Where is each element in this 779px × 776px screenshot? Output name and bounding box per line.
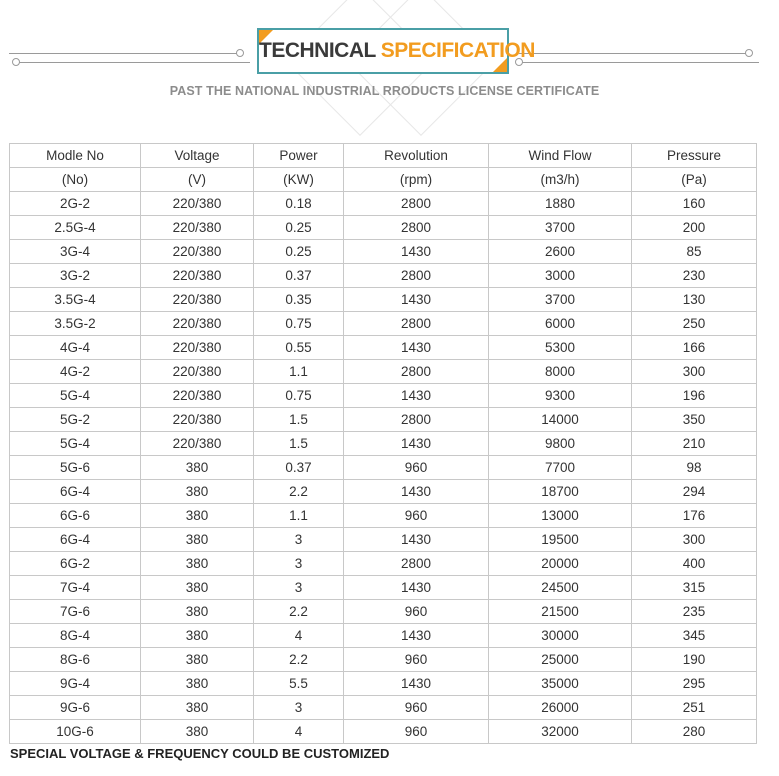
table-cell: 350 [632, 408, 757, 432]
table-cell: 1430 [344, 336, 489, 360]
table-cell: 400 [632, 552, 757, 576]
spec-table-body [10, 144, 757, 744]
table-cell: 5G-4 [10, 384, 141, 408]
table-cell: 1.5 [254, 408, 344, 432]
header-row [10, 144, 757, 168]
table-cell: 18700 [489, 480, 632, 504]
table-cell: 1880 [489, 192, 632, 216]
title-part-technical: TECHNICAL [259, 39, 376, 62]
table-cell: 220/380 [141, 264, 254, 288]
decorative-line [519, 53, 749, 54]
table-row [10, 528, 757, 552]
table-row [10, 600, 757, 624]
table-cell: 380 [141, 528, 254, 552]
table-cell: 176 [632, 504, 757, 528]
table-cell: 85 [632, 240, 757, 264]
table-cell: 9G-4 [10, 672, 141, 696]
table-cell: 3.5G-2 [10, 312, 141, 336]
table-cell: 345 [632, 624, 757, 648]
table-cell: 2G-2 [10, 192, 141, 216]
table-cell: 0.75 [254, 312, 344, 336]
table-cell: 32000 [489, 720, 632, 744]
table-cell: 3 [254, 696, 344, 720]
decorative-line [519, 62, 759, 63]
table-cell: 300 [632, 528, 757, 552]
table-cell: 5300 [489, 336, 632, 360]
column-unit: (rpm) [344, 168, 489, 192]
table-cell: 1430 [344, 528, 489, 552]
subtitle: PAST THE NATIONAL INDUSTRIAL RRODUCTS LICENSE CERTIFICATE [169, 84, 600, 98]
table-cell: 1430 [344, 576, 489, 600]
table-cell: 380 [141, 648, 254, 672]
table-cell: 1.1 [254, 360, 344, 384]
table-cell: 1430 [344, 480, 489, 504]
table-row [10, 312, 757, 336]
table-cell: 10G-6 [10, 720, 141, 744]
decorative-dot [236, 49, 244, 57]
table-cell: 0.75 [254, 384, 344, 408]
decorative-dot [12, 58, 20, 66]
table-cell: 0.18 [254, 192, 344, 216]
table-cell: 3700 [489, 216, 632, 240]
table-cell: 380 [141, 576, 254, 600]
table-cell: 380 [141, 720, 254, 744]
table-cell: 220/380 [141, 360, 254, 384]
table-cell: 4G-4 [10, 336, 141, 360]
table-cell: 4 [254, 720, 344, 744]
table-cell: 20000 [489, 552, 632, 576]
table-cell: 960 [344, 456, 489, 480]
table-cell: 210 [632, 432, 757, 456]
column-header: Modle No [10, 144, 141, 168]
table-cell: 2.5G-4 [10, 216, 141, 240]
table-cell: 315 [632, 576, 757, 600]
table-cell: 6G-2 [10, 552, 141, 576]
table-cell: 380 [141, 552, 254, 576]
table-cell: 235 [632, 600, 757, 624]
table-row [10, 360, 757, 384]
table-cell: 200 [632, 216, 757, 240]
decorative-line [18, 62, 250, 63]
table-cell: 3 [254, 576, 344, 600]
table-row [10, 288, 757, 312]
column-unit: (KW) [254, 168, 344, 192]
table-cell: 1430 [344, 432, 489, 456]
table-cell: 2800 [344, 408, 489, 432]
table-cell: 1430 [344, 672, 489, 696]
table-row [10, 552, 757, 576]
table-cell: 14000 [489, 408, 632, 432]
table-cell: 2.2 [254, 648, 344, 672]
table-cell: 380 [141, 480, 254, 504]
table-cell: 2.2 [254, 600, 344, 624]
table-cell: 380 [141, 600, 254, 624]
table-cell: 220/380 [141, 432, 254, 456]
table-row [10, 696, 757, 720]
table-cell: 220/380 [141, 384, 254, 408]
table-cell: 8000 [489, 360, 632, 384]
table-row [10, 576, 757, 600]
table-cell: 0.35 [254, 288, 344, 312]
table-cell: 960 [344, 696, 489, 720]
table-cell: 960 [344, 504, 489, 528]
table-cell: 190 [632, 648, 757, 672]
table-cell: 960 [344, 600, 489, 624]
table-row [10, 504, 757, 528]
column-header: Pressure [632, 144, 757, 168]
table-cell: 0.25 [254, 240, 344, 264]
table-cell: 3G-2 [10, 264, 141, 288]
table-cell: 6G-6 [10, 504, 141, 528]
column-header: Revolution [344, 144, 489, 168]
table-cell: 220/380 [141, 408, 254, 432]
table-cell: 21500 [489, 600, 632, 624]
table-cell: 1430 [344, 288, 489, 312]
table-cell: 30000 [489, 624, 632, 648]
column-header: Voltage [141, 144, 254, 168]
table-row [10, 192, 757, 216]
title-box [257, 28, 535, 74]
table-cell: 380 [141, 672, 254, 696]
table-cell: 6G-4 [10, 480, 141, 504]
table-cell: 380 [141, 624, 254, 648]
table-row [10, 432, 757, 456]
table-cell: 2800 [344, 192, 489, 216]
table-cell: 26000 [489, 696, 632, 720]
table-row [10, 408, 757, 432]
table-cell: 7700 [489, 456, 632, 480]
table-cell: 13000 [489, 504, 632, 528]
table-cell: 251 [632, 696, 757, 720]
table-cell: 6G-4 [10, 528, 141, 552]
table-cell: 19500 [489, 528, 632, 552]
table-cell: 1430 [344, 240, 489, 264]
table-cell: 35000 [489, 672, 632, 696]
table-row [10, 720, 757, 744]
table-cell: 2800 [344, 360, 489, 384]
table-cell: 1.1 [254, 504, 344, 528]
column-header: Wind Flow [489, 144, 632, 168]
table-cell: 0.37 [254, 456, 344, 480]
unit-row [10, 168, 757, 192]
table-cell: 1430 [344, 384, 489, 408]
table-cell: 3G-4 [10, 240, 141, 264]
table-cell: 160 [632, 192, 757, 216]
table-cell: 2.2 [254, 480, 344, 504]
table-cell: 220/380 [141, 192, 254, 216]
decorative-line [9, 53, 240, 54]
table-cell: 250 [632, 312, 757, 336]
table-cell: 9300 [489, 384, 632, 408]
table-cell: 220/380 [141, 336, 254, 360]
table-cell: 9800 [489, 432, 632, 456]
table-cell: 5G-4 [10, 432, 141, 456]
table-cell: 0.25 [254, 216, 344, 240]
table-cell: 220/380 [141, 240, 254, 264]
table-cell: 960 [344, 720, 489, 744]
table-cell: 0.37 [254, 264, 344, 288]
table-row [10, 336, 757, 360]
table-cell: 9G-6 [10, 696, 141, 720]
title-part-specification: SPECIFICATION [380, 39, 535, 62]
table-cell: 2800 [344, 552, 489, 576]
table-cell: 7G-6 [10, 600, 141, 624]
table-cell: 3 [254, 528, 344, 552]
column-unit: (Pa) [632, 168, 757, 192]
table-cell: 294 [632, 480, 757, 504]
table-cell: 1.5 [254, 432, 344, 456]
table-cell: 130 [632, 288, 757, 312]
header-banner [0, 0, 779, 120]
table-cell: 3.5G-4 [10, 288, 141, 312]
table-cell: 300 [632, 360, 757, 384]
table-row [10, 384, 757, 408]
table-row [10, 240, 757, 264]
column-unit: (No) [10, 168, 141, 192]
table-cell: 3 [254, 552, 344, 576]
table-row [10, 648, 757, 672]
table-cell: 98 [632, 456, 757, 480]
table-cell: 2800 [344, 312, 489, 336]
table-cell: 2600 [489, 240, 632, 264]
table-row [10, 264, 757, 288]
table-cell: 380 [141, 504, 254, 528]
table-cell: 5.5 [254, 672, 344, 696]
table-cell: 1430 [344, 624, 489, 648]
table-cell: 25000 [489, 648, 632, 672]
table-row [10, 672, 757, 696]
column-unit: (m3/h) [489, 168, 632, 192]
table-cell: 4G-2 [10, 360, 141, 384]
table-cell: 280 [632, 720, 757, 744]
table-cell: 4 [254, 624, 344, 648]
decorative-dot [745, 49, 753, 57]
table-cell: 220/380 [141, 288, 254, 312]
table-cell: 380 [141, 456, 254, 480]
table-cell: 5G-6 [10, 456, 141, 480]
table-row [10, 480, 757, 504]
table-row [10, 456, 757, 480]
table-cell: 380 [141, 696, 254, 720]
table-cell: 3700 [489, 288, 632, 312]
page-title [259, 39, 535, 63]
table-cell: 960 [344, 648, 489, 672]
table-cell: 220/380 [141, 312, 254, 336]
column-unit: (V) [141, 168, 254, 192]
table-cell: 220/380 [141, 216, 254, 240]
table-cell: 3000 [489, 264, 632, 288]
table-cell: 295 [632, 672, 757, 696]
table-cell: 6000 [489, 312, 632, 336]
table-row [10, 624, 757, 648]
table-cell: 196 [632, 384, 757, 408]
table-row [10, 216, 757, 240]
table-cell: 0.55 [254, 336, 344, 360]
table-cell: 24500 [489, 576, 632, 600]
column-header: Power [254, 144, 344, 168]
table-cell: 8G-4 [10, 624, 141, 648]
table-cell: 7G-4 [10, 576, 141, 600]
table-cell: 5G-2 [10, 408, 141, 432]
table-cell: 2800 [344, 216, 489, 240]
table-cell: 166 [632, 336, 757, 360]
table-cell: 2800 [344, 264, 489, 288]
spec-table [9, 143, 757, 744]
table-cell: 230 [632, 264, 757, 288]
customization-note: SPECIAL VOLTAGE & FREQUENCY COULD BE CUSTOMIZED [10, 746, 390, 761]
table-cell: 8G-6 [10, 648, 141, 672]
